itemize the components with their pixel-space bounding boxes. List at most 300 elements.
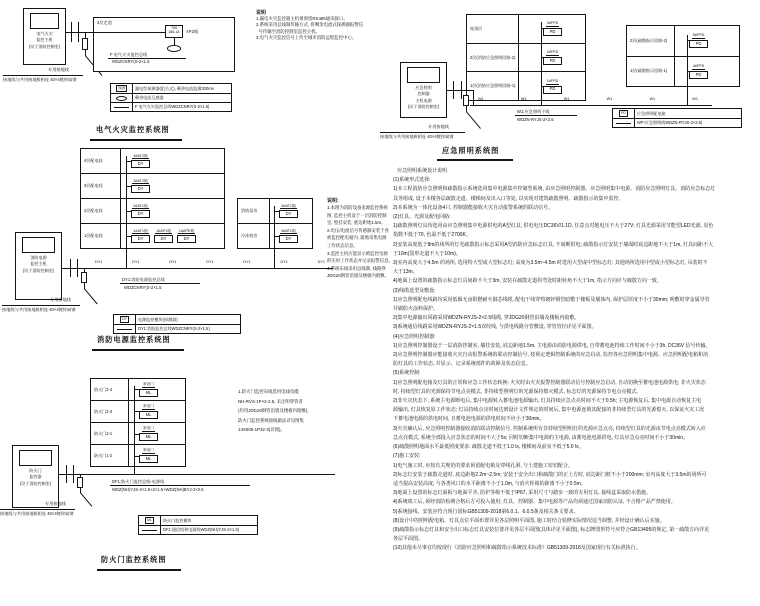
callout-underline [110,485,250,486]
wire [541,86,546,87]
bus-segment-label: DY1 [169,260,177,264]
bus-segment-label: W1 [478,97,484,101]
efm-bus-callout-line1: F 电气火灾监控总线 [110,52,148,57]
spec-line: 4)地面上设置的疏散指示标志灯具间距不大于3m, 安装在疏散走道拐弯处时距转角不大于1m, 指示方向应与疏散方向一致。 [393,278,662,285]
notes-lines [256,16,363,42]
spec-line: (4)应急照明控制器: [393,333,436,340]
efm-host-cabinet [23,8,66,65]
spec-line: 2)应急照明控制器应能接收火灾自动报警系统的联动控制信号, 按预定逻辑控制系统的应急启动, 监控各应急照明集中电源、应急照明配电箱和消 [393,352,709,359]
cabinet-text-line: 监控主机 [30,261,47,267]
spec-line: 时, 持续型灯具的光源保持节电点亮模式, 非持续型照明灯的光源保持熄灭模式, 标志灯的光源保持节电点亮模式。 [393,388,642,395]
device-tag: 3#FPD [546,21,559,26]
device-unit [154,229,173,244]
spec-line: 于10m(袋形走道不大于10m)。 [393,250,461,257]
terminal-resistor [463,95,469,106]
bus-segment-label: DY1 [280,260,288,264]
current-transformer-symbol [167,45,181,52]
bus-line [62,268,333,269]
riser-wire [541,22,542,105]
note-line: 工作状态信息。 [327,242,358,248]
leakage-detector-box [165,25,183,38]
elight-floor-table-1 [466,14,586,101]
spec-line: (6)疏散照明地面水平最低照度要求: 疏散走道不低于1.0 lx, 楼梯间及前室不低于5.0 lx。 [393,444,584,451]
row-label: 防火门2-1 [91,423,129,444]
bus-segment-label: W1 [563,97,570,101]
isolator-tick [71,22,72,42]
note-line: 号传输至消防控制室监控主机。 [256,28,320,34]
notes-lines [327,204,393,280]
device-box: DY [131,160,150,168]
note-line: (均用JDG20钢管沿墙及楼板内暗敷), [238,408,309,414]
legend-label: 防火门监控模块 [163,517,192,523]
table-row [81,223,224,248]
elight-floor-table-2 [626,25,740,87]
isolator-tick [66,465,67,483]
bus-labels [478,98,698,102]
row-devices [519,44,585,72]
bus-line [59,474,335,475]
spec-line: 2)非火灾状态下, 系统主电源断电后, 集中电源转入蓄电池电源输出, 灯具持续应急点亮时间不大于0.5h; 主电源恢复后, 集中电源自动恢复主电 [393,398,702,405]
legend-symbol-text: 探测 [116,85,128,92]
cabinet-text [13,468,58,487]
fpm-bus-callout-line2: WDZCNRY(S-2×1.5 [124,285,162,290]
device-box: PD [543,57,562,65]
device-tag: 2#FPD [546,50,559,55]
device-tag: 常闭门 [142,382,155,387]
fpm-floor-table-1 [80,148,225,249]
device-box: PD [689,71,708,79]
table-row [91,422,185,444]
wire [447,90,473,91]
bus-segment-label: W1 [649,97,656,101]
device-tag: 3#AT2箱 [133,178,148,183]
note-line: 防火门监控系统接线做法详见图集 [238,417,304,423]
spec-line: 3)系统通信线路采用WDZN-RYJS-2×1.5双绞线, 与供电线路分管敷设, 穿管管径详见平面图。 [393,324,597,331]
table-row [467,15,585,43]
cabinet-text-line: 电气火灾 [36,31,53,36]
device-tag: 1#AT1箱 [133,228,148,233]
device-tag: 4#AT2箱 [133,153,148,158]
spec-line: 各层平面图。 [393,536,424,543]
title-underline [90,139,182,141]
elight-bus-callout-line1: W1:应急照明干线 [517,109,550,114]
wire [541,28,546,29]
wire [687,71,692,72]
fpm-notes [327,197,393,280]
device-box: ML [139,411,158,419]
distribution-box-symbol [613,109,635,118]
device-box: PD [689,40,708,48]
fdm-door-table [90,378,186,467]
cabinet-text-line: 主机电源 [415,97,432,103]
efm-legend [110,83,232,112]
device-tag: 1#APE箱 [178,228,195,233]
table-row [467,71,585,100]
wire [134,434,139,435]
bus-segment-label: DY1 [243,260,251,264]
wire [541,57,546,58]
device-tag: 常闭门 [142,426,155,431]
bus-segment-label: W1 [606,97,613,101]
legend-label: 应急照明配电箱 [637,110,666,116]
cabinet-text-line: 防火门 [29,468,42,473]
spec-line: 防灯具的工作状态, 并显示、记录系统部件的故障及状态信息。 [393,361,531,368]
device-tag: 常闭门 [142,404,155,409]
wire [126,236,131,237]
bus-labels [95,261,325,265]
fdm-title: 防火门监控系统图 [101,555,167,564]
isolator-tick [461,81,462,99]
legend-row [139,516,257,525]
wire [126,186,131,187]
note-line: 1.防火门监控布线选用电线电缆 [238,389,299,394]
device-box: DY [131,210,150,218]
riser-wire [687,35,688,105]
device-box: DY [131,235,150,243]
ground-leader-line [3,75,83,76]
device-unit [139,382,158,397]
bus-segment-label: DY1 [206,260,214,264]
bus-line-symbol [613,119,635,127]
table-row [627,26,739,56]
device-tag: 1#FPD [546,78,559,83]
spec-line: 并刷防火涂料保护。 [393,306,439,313]
table-row [627,56,739,87]
isolator-tick [70,259,71,277]
wire [126,211,131,212]
ground-spec: 接地线与共用接地极相连 40×4镀锌扁钢 [380,134,454,139]
cabinet-screen [407,67,440,83]
row-label: 2层(消防应急照明回路-2) [467,44,519,72]
cabinet-screen [19,450,52,466]
note-line: 的实时工作状态并记录报警信息。 [327,258,393,264]
title-underline [92,349,184,351]
legend-row [111,84,231,93]
callout-underline [120,283,200,284]
spec-line: 1)疏散照明灯具均选用由应急照明集中电源供电的A型灯具, 供电电压DC36V/1.1D, 任意点对地电压不大于27V; 灯具光源采用节能型LED光源, 显色 [393,223,714,230]
cabinet-text-line: 监控器 [29,474,42,480]
power-monitor-module-symbol [114,315,136,324]
ground-leader-line [0,509,75,510]
cabinet-text-line: (设于消防控制室) [407,104,440,110]
device-unit [139,448,158,463]
legend-symbol-text: PD [619,110,629,117]
device-unit [139,404,158,419]
efm-notes [256,9,363,42]
legend-row [114,315,240,324]
row-label: 防火门1-2 [91,445,129,466]
device-tag: 4#FPD [692,63,705,68]
device-tag: 1#AP1箱 [156,228,171,233]
spec-line: (7)施工安装: [393,453,421,460]
fpm-bus-callout-line1: DY1:消防电源监控总线 [122,277,165,282]
callout-underline [515,115,577,116]
row-label: 屋顶层 [467,15,519,43]
row-label: 3层配电间 [81,174,121,198]
device-unit [131,229,150,244]
legend-row [114,324,240,333]
fpm-host-cabinet [15,232,62,300]
efm-bus-callout-line2: WDZCNRY(S-2×1.5 [112,59,150,64]
device-tag: 6#AT1箱 [281,228,296,233]
device-box: DY [177,235,196,243]
row-devices [121,224,224,248]
note-line: 14X505-1P32-3(详图)。 [238,427,285,433]
note-line: 1.本图为消防设备电源监控系统 [327,205,388,210]
title-underline [437,159,513,161]
bus-line-symbol [111,103,133,111]
fpm-title: 消防电源监控系统图 [97,335,171,344]
isolator-tick [453,81,454,99]
bus-segment-label: W1 [520,97,527,101]
table-row [467,43,585,72]
note-line: NH-RVS-1P×2-2.5, 未注明穿管者 [238,398,303,404]
legend-label: DF1:通信线和电源线WDZ(NH)YJS-2×1.5) [163,527,240,532]
device-box: ML [139,389,158,397]
spec-line: 1)电气施工时, 应按有关规范的要求预留配电箱及穿线孔洞, 与土建施工密切配合。 [393,462,574,469]
legend-label: 漏电型探测器(组合式), 剩余电流监测300mA [135,85,215,91]
cabinet-text-line: 监控主机 [36,37,53,43]
ground-leader-line [380,132,465,133]
spec-line: (1)系统形式选择: [393,177,431,184]
row-devices [121,174,224,198]
spec-line: 大于13m。 [393,269,418,276]
fpm-floor-table-2 [237,198,313,249]
ground-leader-line [2,305,80,306]
spec-line: 适当提高安装高度; 与各类风口的水平距离不小于1.0m, 与消火栓箱的距离不小于0.5m。 [393,480,586,487]
spec-line: 2)集中电源输出回路采用WDZN-RYJS-2×2.5线缆, 穿JDG20钢管沿墙及楼板内暗敷。 [393,315,580,322]
spec-line: 5)系统接线、安装应符合现行国标GB51309-2018第6.0.1、6.0.5条及相关条文要求。 [393,508,579,515]
elight-bus-callout-line2: WDZN-RYJS-2×2.5 [517,117,554,122]
detector-model: T06 [170,26,178,30]
row-label: 消防泵房 [238,199,270,223]
ground-spec: 接地线与共用接地极相连 40×4镀锌扁钢 [0,511,74,516]
spec-line: (5)系统控制: [393,370,421,377]
ground-spec: 接地线与共用接地极相连 40×4镀锌扁钢 [3,77,77,82]
cabinet-text [24,31,65,50]
legend-symbol-text: ML [145,517,155,524]
legend-label: F 电气火灾监控总线WDZCNRY(S-2×1.5) [135,104,210,109]
spec-line: 1)应急照明配电线路均采用低烟无卤阻燃耐火铜芯线缆, 配电干线穿热镀锌钢管暗敷于楼板及墙体内, 保护层厚度不小于30mm; 明敷时穿金属导管 [393,296,710,303]
row-label: 冷冻机房 [238,224,270,248]
wire [134,456,139,457]
legend-row [613,109,741,118]
cabinet-text-line: (设于消防控制室) [19,480,52,486]
cabinet-screen [22,237,55,253]
panel-box-tag: AP2箱 [186,29,199,34]
ground-label: 专用接地线 [428,124,449,129]
spec-line: 1)应急照明控制器设于一层消防控制室, 墙挂安装, 底边距地1.5m, 主电源由消防电源供电, 自带蓄电池持续工作时间不小于3h, DC36V 信号传输。 [393,342,711,349]
notes-heading: 说明: [327,198,339,204]
spec-line: 3)火灾确认后, 应急照明控制器接收消防联动控制信号, 控制系统所有非持续型照明灯的光源应急点亮, 持续型灯具的光源由节电点亮模式转入应 [393,425,706,432]
wire [134,389,139,390]
detector-sub: 186-1A [168,30,180,34]
fdm-legend [138,515,258,535]
device-unit [279,229,298,244]
spec-line: 2)安装高度低于8m的场所的灯光疏散指示标志采用A型消防应急标志灯具, 不间断供电; 疏散指示灯安装于墙面时底边距地不大于1m, 灯具间距不大 [393,241,714,248]
row-label: 防火门2-4 [91,379,129,400]
spec-line: 急点亮模式, 系统全部投入应急状态的时间不大于5s; 同时切断集中电源的主电源, 由蓄电池电源供电, 灯具应急点亮时间不小于30min。 [393,434,689,441]
bus-segment-label: W1 [692,97,698,101]
spec-line: 具等组成, 设于本楼各层疏散走道、楼梯间及出入口等处, 以实现对建筑疏散照明、疏散指示的集中监控。 [393,195,624,202]
spec-line: 2)标志灯安装于疏散走道时, 底边距地2.2m~2.5m; 安装于安全出口和疏散门的正上方时, 底边距门框不小于200mm; 室内高度大于3.5m的场所可 [393,471,707,478]
ground-label: 专用接地线 [48,67,69,72]
isolator-tick [77,259,78,277]
legend-symbol-text: DY [120,316,130,323]
note-line: 被监控配电箱内, 就地采集电源 [327,235,387,241]
riser-wire [126,156,127,268]
spec-line: 应急照明系统设计说明 [393,168,448,174]
row-label: 2层(疏散指示回路-2) [627,26,675,56]
terminal-resistor [81,272,87,283]
row-label: 防火门2-3 [91,401,129,422]
elight-title: 应急照明系统图 [442,146,500,155]
row-label: 1层(疏散指示回路-1) [627,57,675,87]
device-tag: 常闭门 [142,448,155,453]
notes-lines [238,387,309,435]
table-row [81,149,224,173]
note-line: 室, 壁挂安装, 底边距地1.5m。 [327,220,386,226]
cabinet-text-line: 应急照明 [415,85,432,90]
ground-leader-line [466,111,481,128]
note-line: 1.漏电火灾监控器主机须预留RS485通讯接口。 [256,16,348,21]
note-line: 图, 监控主机设于一层消防控制 [327,212,387,218]
row-devices [675,26,739,56]
device-box: DY [131,185,150,193]
ground-leader-line [80,492,92,506]
detector-symbol [111,84,133,93]
note-line: 2.电压/电流信号传感器安装于各 [327,227,389,233]
ct-oval-symbol [111,94,133,102]
device-unit [131,179,150,194]
bus-segment-label: DY1 [95,260,103,264]
spec-line: (10)其他未尽事宜均按现行《消防应急照明和疏散指示系统技术标准》GB51309-2018及国家现行有关标准执行。 [393,545,641,552]
note-line: 4.系统布线采用总线制, 线路穿 [327,265,386,271]
wire [274,211,279,212]
bus-segment-label: DY1 [317,260,325,264]
isolator-tick [78,22,79,42]
device-tag: 5#AT1箱 [281,203,296,208]
wire [93,32,165,33]
row-label: 1层配电间 [81,224,121,248]
row-devices [675,57,739,87]
table-row [81,198,224,223]
efm-title: 电气火灾监控系统图 [96,125,170,134]
wire [134,411,139,412]
ground-spec: 接地线与共用接地极相连 40×4镀锌扁钢 [2,307,76,312]
row-devices [121,149,224,173]
wire [274,236,279,237]
device-unit [131,154,150,169]
spec-line: 源输出, 灯具恢复原工作状态; 灯具持续点亮时间达到设计文件规定的时间后, 集中电源连锁其配接的非持续型灯具的光源熄灭, 以保证火灾工况 [393,407,705,414]
riser-wire [274,206,275,268]
title-underline [97,569,181,571]
spec-line: 3)地面上设置的标志灯面板与地面平齐, 防护等级不低于IP67, 采用尺寸与踏步一致的专用灯具, 接线盒采取防水措施。 [393,490,652,497]
fdm-host-cabinet [12,445,59,508]
wire [174,38,175,45]
legend-label: WP:应急照明线WDZN-RYJS-2×2.5) [637,120,703,125]
wire [687,40,692,41]
device-box: PD [543,86,562,94]
design-spec-text [393,167,759,554]
note-line: 3.监控主机应能显示被监控电源 [327,250,388,256]
cabinet-text-line: 控制器 [417,91,430,97]
fdm-bus-callout-line2: WDZ(NH)YJS-2×1.5+2×1.5+WDZ(NH)BYJ-2×2.5 [112,487,204,492]
device-unit [131,204,150,219]
bus-line-symbol [139,526,161,534]
row-label: 2层配电间 [81,199,121,223]
device-tag: 5#FPD [692,33,705,38]
spec-line: (9)疏散指示标志灯具和安全出口标志灯具安装位置详见各层平面图(具体详见平面图), 标志牌图形符号应符合GB13495的规定, 第一疏散方向详见 [393,526,710,533]
fpm-legend [113,314,241,334]
device-box: ML [139,455,158,463]
device-box: PD [543,28,562,36]
table-row [91,444,185,466]
spec-line: 指数不低于70, 色温不低于2700K。 [393,232,471,239]
bus-line-symbol [114,325,136,333]
device-tag: 2#AT1箱 [133,203,148,208]
device-box: ML [139,433,158,441]
bus-segment-label: DY1 [132,260,140,264]
note-line: 3.电气火灾监控信号上传至城市消防远程监控中心。 [256,35,357,41]
row-devices [121,199,224,223]
spec-line: (3)线缆选型及敷设: [393,287,436,294]
isolator-tick [73,465,74,483]
note-line: 2.系统采用总线制传输方式, 将剩余电流式探测器报警信 [256,22,364,28]
legend-row [613,118,741,127]
spec-line: 1)本工程消防应急照明和疏散指示系统选用集中电源集中控制型系统, 由应急照明控制器、应急照明集中电源、消防应急照明灯具、消防应急标志灯 [393,186,716,193]
elight-legend [612,108,742,128]
notes-heading: 说明 [256,10,267,16]
cabinet-text [401,85,446,110]
bus-line [470,105,712,106]
door-monitor-module-symbol [139,516,161,525]
spec-line: 4)系统竣工后, 须经消防检测合格后方可投入使用; 灯具、控制器、集中电源等产品均须通过国家消防认证, 不合格产品严禁使用。 [393,499,676,506]
ground-label: 专用接地线 [45,501,66,506]
terminal-resistor [77,477,83,488]
device-unit [139,426,158,441]
ground-leader-line [84,288,98,304]
spec-line: (2)灯具、光源及配电回路: [393,214,451,221]
cabinet-text-line: (设于消防控制室) [22,267,55,273]
legend-row [111,93,231,102]
ground-label: 专用接地线 [50,297,71,302]
device-box: DY [154,235,173,243]
table-row [81,173,224,198]
device-box: DY [279,235,298,243]
fdm-bus-callout-line1: DF1:防火门监控总线-电源线 [112,479,165,484]
terminal-resistor [82,38,88,50]
legend-row [111,102,231,111]
zone-label: 3层走道 [97,20,112,25]
wire [473,90,474,105]
note-line: JDG20钢管沿墙及楼板内暗敷。 [327,273,389,279]
cabinet-text-line: (设于消防控制室) [28,43,61,49]
fdm-notes [238,387,309,435]
row-label: 4层配电间 [81,149,121,173]
row-devices [519,72,585,100]
device-unit [177,229,196,244]
legend-label: 电源监控模块(探测器) [138,316,178,322]
riser-wire [134,386,135,474]
spec-line: 下蓄电池电源的供电时间, 且蓄电池电源的供电时间不应小于30min。 [393,416,545,423]
cabinet-screen [30,13,59,29]
cabinet-text-line: 消防电源 [30,255,47,260]
spec-line: (8)设计中的照明配电箱、灯具点位平面布置详见各层照明平面图, 施工时结合装修实际情况适当调整, 并经设计确认后实施。 [393,517,665,524]
cabinet-text [16,255,61,274]
row-devices [519,15,585,43]
device-box: DY [279,210,298,218]
